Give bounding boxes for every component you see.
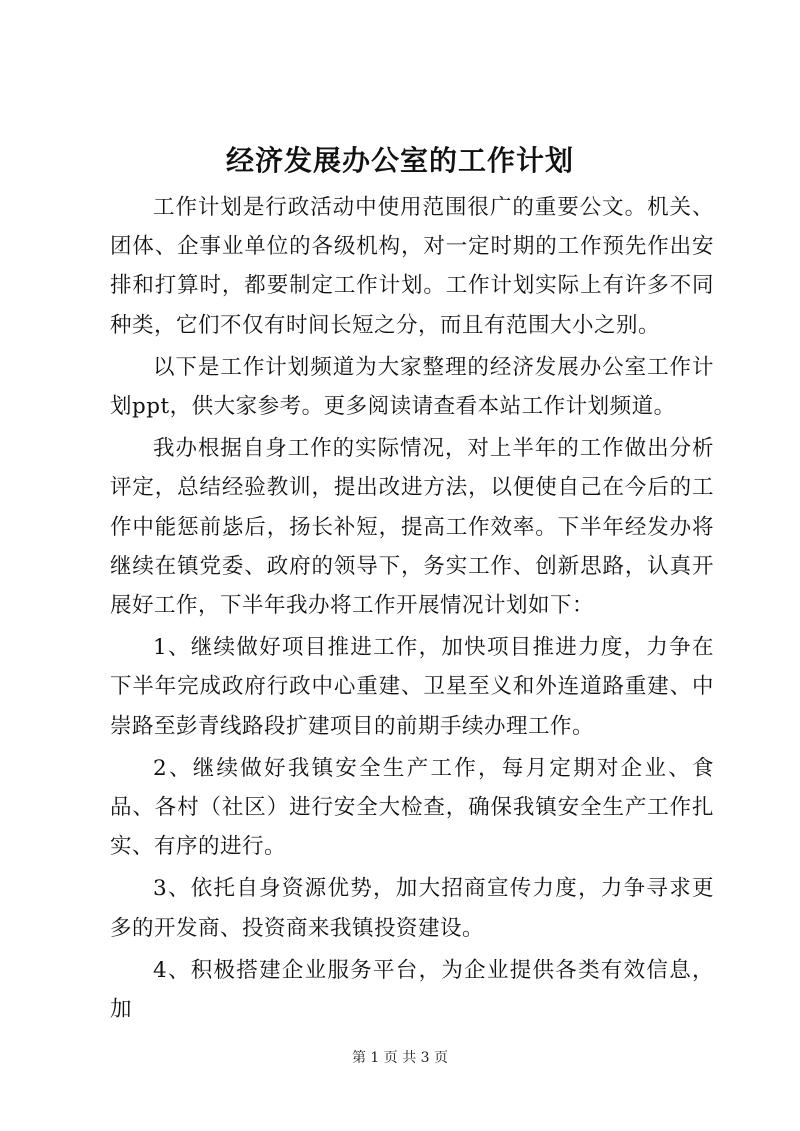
page-number-footer: 第 1 页 共 3 页 (351, 1050, 449, 1066)
document-body (110, 188, 714, 1032)
paragraph-overview: 我办根据自身工作的实际情况，对上半年的工作做出分析评定，总结经验教训，提出改进方法，以便使自己在今后的工作中能惩前毖后，扬长补短，提高工作效率。下半年经发办将继续在镇党委、政府的领导下，务实工作、创新思路，认真开展好工作，下半年我办将工作开展情况计划如下： (110, 436, 714, 619)
paragraph-item-1: 1、继续做好项目推进工作，加快项目推进力度，力争在下半年完成政府行政中心重建、卫星至义和外连道路重建、中崇路至彭青线路段扩建项目的前期手续办理工作。 (110, 635, 714, 739)
paragraph-item-2: 2、继续做好我镇安全生产工作，每月定期对企业、食品、各村（社区）进行安全大检查，确保我镇安全生产工作扎实、有序的进行。 (110, 755, 714, 860)
paragraph-intro: 工作计划是行政活动中使用范围很广的重要公文。机关、团体、企事业单位的各级机构，对一定时期的工作预先作出安排和打算时，都要制定工作计划。工作计划实际上有许多不同种类，它们不仅有时间长短之分，而且有范围大小之别。 (110, 195, 714, 338)
paragraph-item-3: 3、依托自身资源优势，加大招商宣传力度，力争寻求更多的开发商、投资商来我镇投资建设。 (110, 876, 714, 941)
paragraph-item-4: 4、积极搭建企业服务平台，为企业提供各类有效信息，加 (110, 957, 714, 1023)
document-title: 经济发展办公室的工作计划 (225, 144, 574, 177)
paragraph-channel-note: 以下是工作计划频道为大家整理的经济发展办公室工作计划ppt，供大家参考。更多阅读请查看本站工作计划频道。 (110, 354, 714, 420)
